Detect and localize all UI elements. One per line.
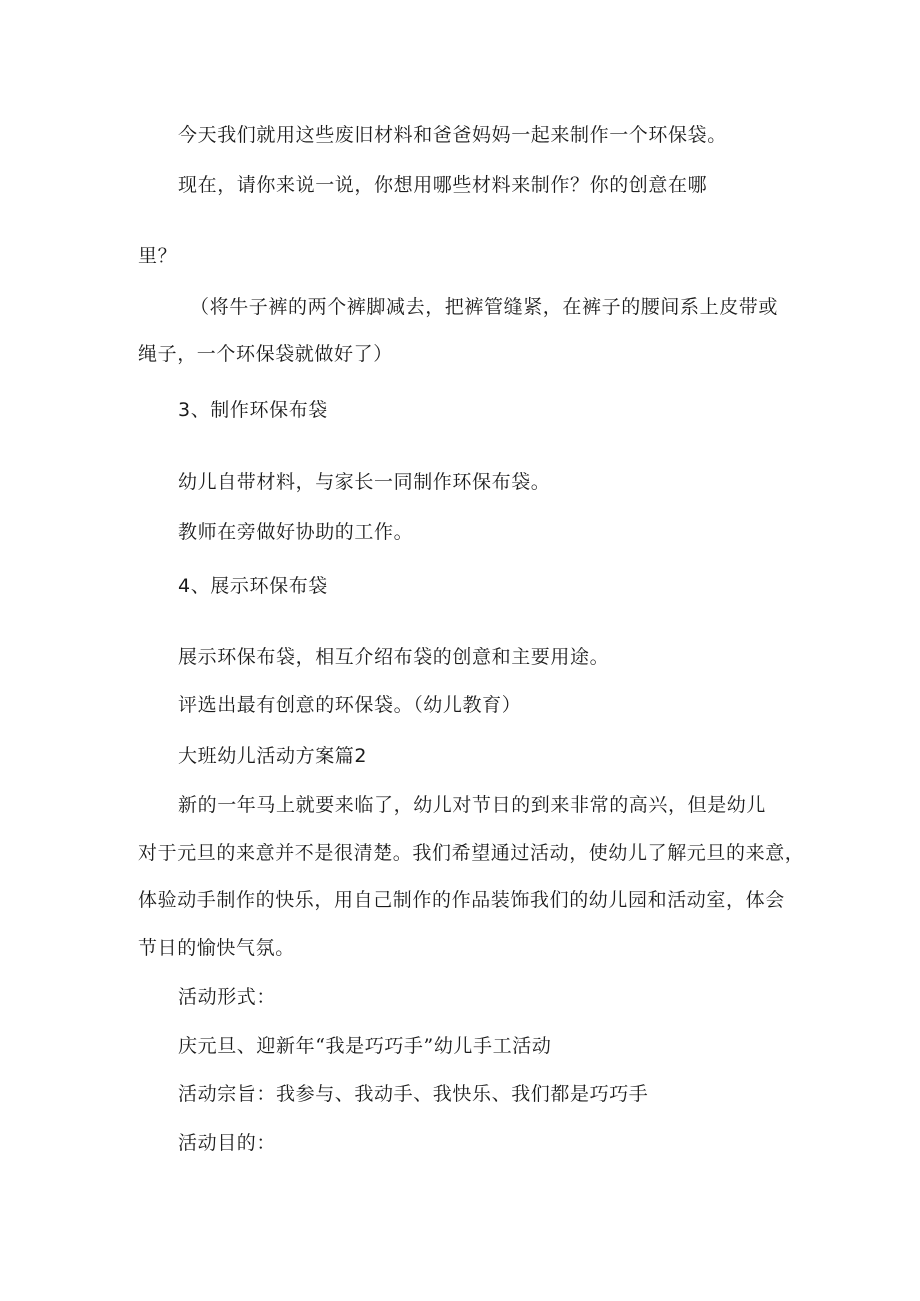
section-heading: 3、制作环保布袋 xyxy=(178,399,328,421)
paragraph-line: 活动形式： xyxy=(178,986,277,1008)
paragraph-line: 新的一年马上就要来临了，幼儿对节日的到来非常的高兴，但是幼儿 xyxy=(178,794,767,816)
paragraph-line: 展示环保布袋，相互介绍布袋的创意和主要用途。 xyxy=(178,646,610,668)
paragraph-line: （将牛子裤的两个裤脚减去，把裤管缝紧，在裤子的腰间系上皮带或 xyxy=(190,296,779,318)
paragraph-line: 庆元旦、迎新年“我是巧巧手”幼儿手工活动 xyxy=(178,1035,552,1057)
article-title: 大班幼儿活动方案篇2 xyxy=(178,745,368,767)
paragraph-line: 活动目的： xyxy=(178,1132,277,1154)
paragraph-line: 幼儿自带材料，与家长一同制作环保布袋。 xyxy=(178,471,551,493)
paragraph-line: 今天我们就用这些废旧材料和爸爸妈妈一起来制作一个环保袋。 xyxy=(178,124,727,146)
paragraph-line: 教师在旁做好协助的工作。 xyxy=(178,521,414,543)
paragraph-line: 活动宗旨：我参与、我动手、我快乐、我们都是巧巧手 xyxy=(178,1083,649,1105)
paragraph-line: 绳子，一个环保袋就做好了） xyxy=(138,343,393,365)
paragraph-line: 体验动手制作的快乐，用自己制作的作品装饰我们的幼儿园和活动室，体会 xyxy=(138,889,785,911)
paragraph-line: 评选出最有创意的环保袋。（幼儿教育） xyxy=(178,694,522,716)
section-heading: 4、展示环保布袋 xyxy=(178,575,328,597)
paragraph-line: 节日的愉快气氛。 xyxy=(138,937,295,959)
paragraph-line: 现在，请你来说一说，你想用哪些材料来制作？你的创意在哪 xyxy=(178,174,708,196)
paragraph-line: 对于元旦的来意并不是很清楚。我们希望通过活动，使幼儿了解元旦的来意， xyxy=(138,842,805,864)
paragraph-line: 里？ xyxy=(138,245,178,267)
